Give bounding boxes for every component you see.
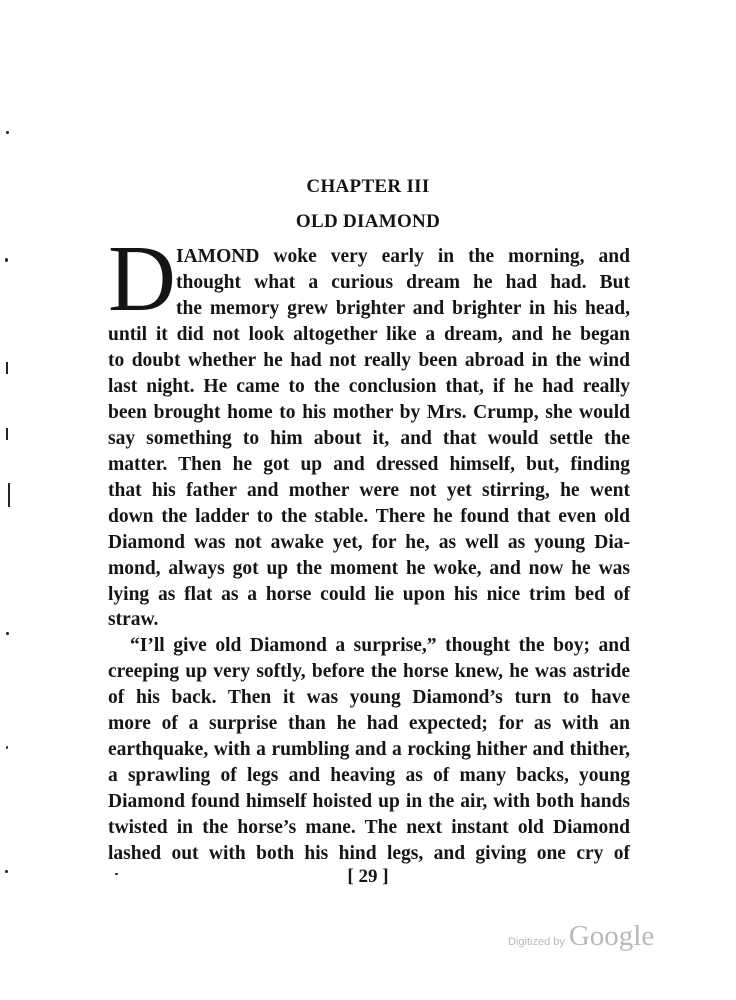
google-logo: Google	[568, 920, 655, 952]
text-line: Diamond was not awake yet, for he, as well as young Dia-	[108, 532, 630, 553]
drop-cap: D	[108, 227, 176, 331]
watermark-prefix: Digitized by	[508, 936, 565, 948]
scan-speck	[6, 746, 8, 749]
text-line: “I’ll give old Diamond a surprise,” thought the boy; and	[130, 635, 630, 656]
text-line: more of a surprise than he had expected; for as with an	[108, 713, 630, 734]
text-line: of his back. Then it was young Diamond’s turn to have	[108, 687, 630, 708]
text-line: thought what a curious dream he had had. But	[176, 272, 630, 293]
text-line: that his father and mother were not yet stirring, he went	[108, 480, 630, 501]
text-line: the memory grew brighter and brighter in his head,	[176, 298, 630, 319]
scan-mark	[6, 362, 8, 374]
text-line: Diamond found himself hoisted up in the air, with both hands	[108, 791, 630, 812]
text-line: matter. Then he got up and dressed himself, but, finding	[108, 454, 630, 475]
page-number: [ 29 ]	[347, 866, 389, 887]
text-line: down the ladder to the stable. There he found that even old	[108, 506, 630, 527]
text-line: earthquake, with a rumbling and a rocking hither and thither,	[108, 739, 630, 760]
text-line: until it did not look altogether like a dream, and he began	[108, 324, 630, 345]
scan-speck	[5, 870, 8, 873]
scan-mark	[6, 428, 8, 440]
text-line: been brought home to his mother by Mrs. Crump, she would	[108, 402, 630, 423]
text-line: twisted in the horse’s mane. The next instant old Diamond	[108, 817, 630, 838]
text-line: IAMOND woke very early in the morning, and	[176, 246, 630, 267]
scan-speck	[115, 873, 118, 875]
scan-speck	[5, 258, 8, 262]
chapter-title: OLD DIAMOND	[295, 211, 441, 232]
scan-mark	[8, 483, 10, 507]
scan-speck	[6, 131, 9, 134]
scan-speck	[6, 632, 9, 635]
text-line: say something to him about it, and that would settle the	[108, 428, 630, 449]
text-line: mond, always got up the moment he woke, and now he was	[108, 558, 630, 579]
text-line: creeping up very softly, before the horse knew, he was astride	[108, 661, 630, 682]
text-line: straw.	[108, 609, 159, 630]
chapter-number: CHAPTER III	[306, 176, 430, 197]
text-line: lying as flat as a horse could lie upon his nice trim bed of	[108, 584, 630, 605]
text-line: lashed out with both his hind legs, and giving one cry of	[108, 843, 630, 864]
text-line: last night. He came to the conclusion that, if he had really	[108, 376, 630, 397]
text-line: a sprawling of legs and heaving as of many backs, young	[108, 765, 630, 786]
text-line: to doubt whether he had not really been abroad in the wind	[108, 350, 630, 371]
digitized-by-watermark	[508, 920, 654, 953]
